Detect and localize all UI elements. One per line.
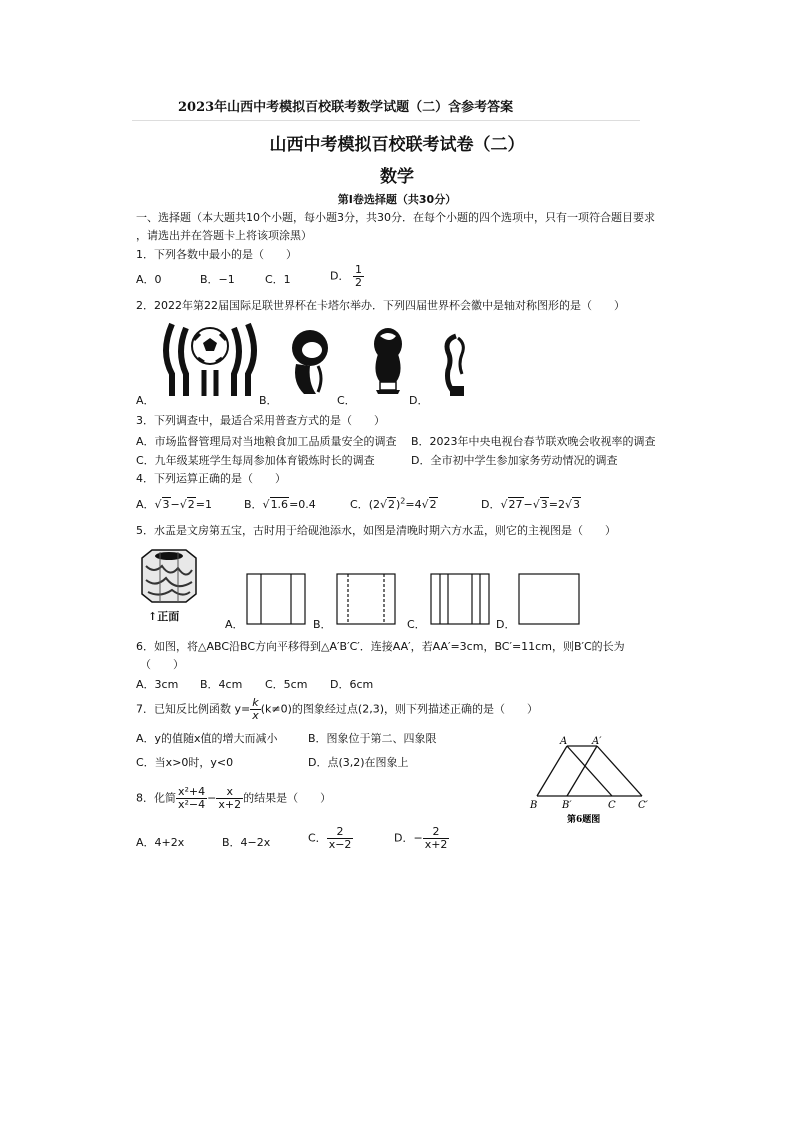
q5-view-b	[336, 573, 396, 625]
q4-option-d: D．√27−√3=2√3	[481, 498, 580, 511]
q8-option-c	[308, 826, 353, 851]
q3-option-a: A．市场监督管理局对当地粮食加工品质量安全的调查	[136, 435, 397, 448]
document-title: 2023年山西中考模拟百校联考数学试题（二）含参考答案	[178, 100, 514, 115]
q4-a-radicand-2: 2	[187, 498, 195, 511]
fig6-label-c: C	[608, 800, 616, 811]
q5-option-d: D．	[496, 618, 516, 631]
q5-view-a	[246, 573, 306, 625]
q1-option-c: C．1	[265, 273, 291, 286]
q4-d-radicand-1: 27	[508, 498, 523, 511]
fig6-caption: 第6题图	[567, 815, 601, 825]
fig6-label-b-prime: B′	[562, 800, 572, 811]
q1-option-a: A．0	[136, 273, 162, 286]
q4-d-radicand-2: 3	[540, 498, 548, 511]
q8-fraction-1	[176, 786, 207, 811]
q8-f2-denominator: x+2	[218, 798, 242, 811]
front-direction-label: ↑正面	[148, 610, 180, 623]
q4-d-operator: −	[523, 498, 533, 511]
q8-fraction-2	[216, 786, 243, 811]
q7-numerator: k	[250, 697, 261, 710]
q7-option-d: D．点(3,2)在图象上	[308, 756, 409, 769]
q5-view-c	[430, 573, 490, 625]
q5-option-a: A．	[225, 618, 244, 631]
q4-c-result: =4	[405, 498, 422, 511]
q4-b-label: B．	[244, 498, 263, 511]
q8-d-fraction	[423, 826, 450, 851]
question-5-stem: 5．水盂是文房第五宝，古时用于给砚池添水，如图是清晚时期六方水盂，则它的主视图是（ ）	[136, 524, 616, 537]
q4-c-radicand: 2	[388, 498, 395, 511]
q2-option-a: A．	[136, 394, 155, 407]
q4-a-result: =1	[195, 498, 212, 511]
q8-c-fraction	[327, 826, 354, 851]
q8-minus: −	[207, 791, 217, 805]
question-8-stem	[136, 786, 331, 811]
fig6-label-c-prime: C′	[638, 800, 648, 811]
q8-c-label: C．	[308, 831, 327, 845]
q4-b-result: =0.4	[289, 498, 316, 511]
q8-f1-denominator: x²−4	[178, 798, 206, 811]
q7-stem-suffix: (k≠0)的图象经过点(2,3)，则下列描述正确的是（ ）	[260, 702, 538, 716]
q8-option-d	[394, 826, 449, 851]
q1-d-numerator: 1	[354, 263, 362, 276]
q8-d-numerator: 2	[423, 826, 450, 839]
question-1-stem: 1．下列各数中最小的是（ ）	[136, 248, 297, 261]
question-6-stem-paren: （ ）	[140, 658, 184, 671]
q5-view-d	[518, 573, 580, 625]
instructions-line-2: ，请选出并在答题卡上将该项涂黑）	[136, 229, 312, 242]
instructions-line-1: 一、选择题（本大题共10个小题，每小题3分，共30分．在每个小题的四个选项中，只有一项符合题目要求	[136, 211, 655, 224]
q4-d-radicand-3: 3	[572, 498, 580, 511]
q1-d-label: D．	[330, 269, 350, 283]
q2-option-d: D．	[409, 394, 429, 407]
q7-stem-prefix: 7．已知反比例函数 y=	[136, 702, 251, 716]
q8-option-b: B．4−2x	[222, 836, 271, 849]
q4-a-radicand-1: 3	[162, 498, 170, 511]
q6-option-c: C．5cm	[265, 678, 308, 691]
question-2-stem: 2．2022年第22届国际足联世界杯在卡塔尔举办．下列四届世界杯会徽中是轴对称图形的是（ ）	[136, 299, 625, 312]
q4-a-operator: −	[170, 498, 180, 511]
emblem-a-image	[160, 322, 260, 398]
q3-option-d: D．全市初中学生参加家务劳动情况的调查	[411, 454, 618, 467]
q5-option-b: B．	[313, 618, 332, 631]
q7-option-b: B．图象位于第二、四象限	[308, 732, 437, 745]
q4-c-exponent: 2	[400, 496, 406, 506]
q2-option-c: C．	[337, 394, 356, 407]
q3-option-c: C．九年级某班学生每周参加体育锻炼时长的调查	[136, 454, 375, 467]
q4-a-label: A．	[136, 498, 155, 511]
fig6-label-a-prime: A′	[592, 736, 602, 747]
q8-c-numerator: 2	[327, 826, 354, 839]
q8-f2-numerator: x	[216, 786, 243, 799]
q4-b-radicand: 1.6	[270, 498, 289, 511]
emblem-b-image	[288, 326, 332, 396]
q6-option-b: B．4cm	[200, 678, 243, 691]
q6-option-d: D．6cm	[330, 678, 374, 691]
q8-f1-numerator: x²+4	[178, 785, 206, 798]
q8-d-denominator: x+2	[424, 838, 448, 851]
q1-option-b: B．−1	[200, 273, 235, 286]
q4-c-radicand-2: 2	[429, 498, 437, 511]
q8-c-denominator: x−2	[328, 838, 352, 851]
section-heading: 第Ⅰ卷选择题（共30分）	[337, 193, 457, 206]
emblem-d-image	[436, 330, 472, 398]
divider	[132, 120, 640, 121]
q1-d-denominator: 2	[354, 276, 362, 289]
q7-fraction	[250, 697, 261, 722]
q6-option-a: A．3cm	[136, 678, 179, 691]
q1-option-d	[330, 264, 364, 289]
fig6-label-b: B	[530, 800, 538, 811]
q4-d-result: =2	[548, 498, 565, 511]
fig6-label-a: A	[560, 736, 568, 747]
question-7-stem	[136, 697, 538, 722]
q8-d-label: D．−	[394, 831, 423, 845]
q4-c-open: (2	[368, 498, 380, 511]
q4-d-label: D．	[481, 498, 501, 511]
q7-option-c: C．当x>0时，y<0	[136, 756, 234, 769]
q4-c-close: )	[396, 498, 401, 511]
q7-option-a: A．y的值随x值的增大而减小	[136, 732, 278, 745]
q4-option-c: C．$(2√2)^2=4√2$	[350, 496, 437, 511]
q4-c-label: C．	[350, 498, 369, 511]
exam-title: 山西中考模拟百校联考试卷（二）	[269, 135, 525, 155]
q2-option-b: B．	[259, 394, 278, 407]
question-6-stem: 6．如图，将△ABC沿BC方向平移得到△A′B′C′．连接AA′，若AA′=3cm，BC′=11cm，则B′C的长为	[136, 640, 625, 653]
water-vessel-image	[138, 548, 200, 606]
q8-option-a: A．4+2x	[136, 836, 185, 849]
q4-option-b: B．√1.6=0.4	[244, 498, 316, 511]
q4-option-a: A．√3−√2=1	[136, 498, 212, 511]
figure-6-diagram	[522, 734, 656, 826]
q5-option-c: C．	[407, 618, 426, 631]
emblem-c-image	[366, 326, 410, 396]
question-4-stem: 4．下列运算正确的是（ ）	[136, 472, 286, 485]
q8-stem-prefix: 8．化简	[136, 791, 176, 805]
q7-denominator: x	[252, 709, 259, 722]
q3-option-b: B．2023年中央电视台春节联欢晚会收视率的调查	[411, 435, 656, 448]
q1-d-fraction	[353, 264, 364, 289]
q8-stem-suffix: 的结果是（ ）	[243, 791, 332, 805]
subject-title: 数学	[380, 167, 414, 187]
question-3-stem: 3．下列调查中，最适合采用普查方式的是（ ）	[136, 414, 385, 427]
